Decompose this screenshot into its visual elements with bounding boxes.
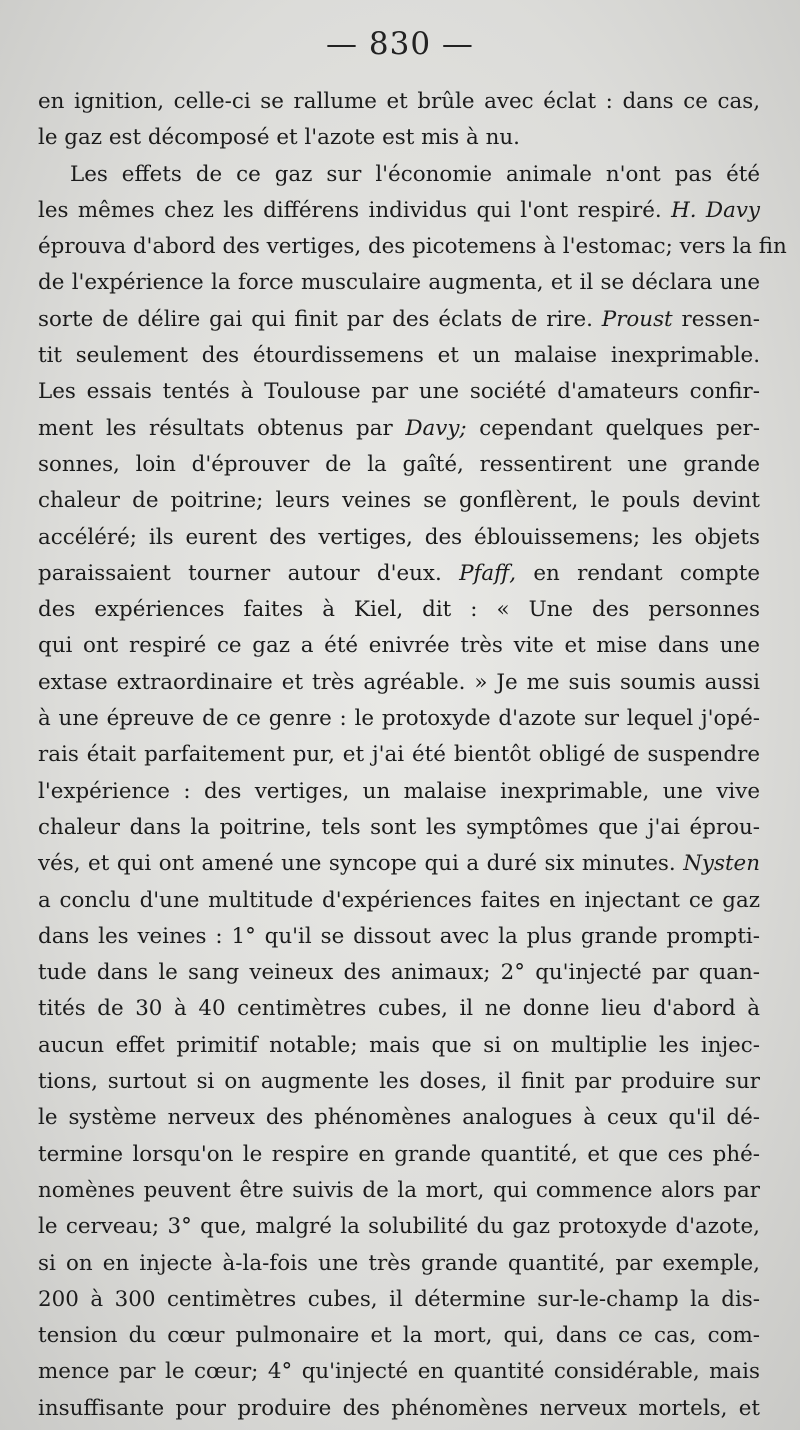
text-line — [38, 193, 760, 229]
text-segment: en rendant compte — [516, 560, 760, 586]
italic-name: H. Davy — [671, 197, 760, 223]
text-segment: accéléré; ils eurent des vertiges, des éblouissemens; les objets — [38, 524, 760, 550]
text-segment: aucun effet primitif notable; mais que si on multiplie les injec- — [38, 1032, 760, 1058]
text-line — [38, 483, 760, 519]
text-segment: paraissaient tourner autour d'eux. — [38, 560, 460, 586]
text-segment: rais était parfaitement pur, et j'ai été bientôt obligé de suspendre — [38, 742, 760, 768]
text-segment: cependant quelques per- — [466, 415, 760, 441]
text-segment: extase extraordinaire et très agréable. » Je me suis soumis aussi — [38, 669, 760, 695]
text-line — [38, 1354, 760, 1390]
text-segment: mence par le cœur; 4° qu'injecté en quantité considérable, mais — [38, 1359, 760, 1385]
text-line — [38, 411, 760, 447]
text-segment: tités de 30 à 40 centimètres cubes, il ne donne lieu d'abord à — [38, 996, 760, 1022]
text-line — [38, 737, 760, 773]
text-segment: de l'expérience la force musculaire augmenta, et il se déclara une — [38, 270, 760, 296]
text-segment: vés, et qui ont amené une syncope qui a duré six minutes. — [38, 851, 684, 877]
text-line — [38, 1391, 760, 1427]
text-segment: a conclu d'une multitude d'expériences faites en injectant ce gaz — [38, 887, 760, 913]
italic-name: Proust — [601, 306, 673, 332]
text-line — [38, 374, 760, 410]
text-line — [38, 628, 760, 664]
italic-name: Pfaff, — [459, 560, 517, 586]
text-line — [38, 1282, 760, 1318]
text-line — [38, 919, 760, 955]
text-segment: l'expérience : des vertiges, un malaise inexprimable, une vive — [38, 778, 760, 804]
text-segment: tension du cœur pulmonaire et la mort, qui, dans ce cas, com- — [38, 1323, 760, 1349]
italic-name: Davy; — [405, 415, 467, 441]
text-line — [38, 1028, 760, 1064]
page-number: — 830 — — [326, 26, 474, 62]
text-line — [38, 338, 760, 374]
text-line — [38, 1100, 760, 1136]
text-segment: tude dans le sang veineux des animaux; 2° qu'injecté par quan- — [38, 960, 760, 986]
text-line — [38, 1209, 760, 1245]
text-line — [38, 1246, 760, 1282]
text-segment: qui ont respiré ce gaz a été enivrée très vite et mise dans une — [38, 633, 760, 659]
text-line — [38, 1318, 760, 1354]
text-segment: insuffisante pour produire des phénomènes nerveux mortels, et — [38, 1395, 760, 1421]
text-segment: les mêmes chez les différens individus qui l'ont respiré. — [38, 197, 672, 223]
text-line — [38, 302, 760, 338]
text-segment: 200 à 300 centimètres cubes, il détermine sur-le-champ la dis- — [38, 1286, 760, 1312]
text-line — [38, 84, 760, 120]
text-segment: tit seulement des étourdissemens et un malaise inexprimable. — [38, 343, 760, 369]
text-line — [38, 810, 760, 846]
text-line — [38, 883, 760, 919]
text-line — [38, 665, 760, 701]
text-segment: à une épreuve de ce genre : le protoxyde d'azote sur lequel j'opé- — [38, 706, 760, 732]
text-segment: ment les résultats obtenus par — [38, 415, 406, 441]
text-segment: tions, surtout si on augmente les doses, il finit par produire sur — [38, 1069, 760, 1095]
text-segment: Les effets de ce gaz sur l'économie animale n'ont pas été — [70, 161, 760, 187]
text-line — [38, 265, 760, 301]
text-line — [38, 701, 760, 737]
text-segment: ressen- — [672, 306, 760, 332]
text-line — [38, 1173, 760, 1209]
text-segment: le cerveau; 3° que, malgré la solubilité du gaz protoxyde d'azote, — [38, 1214, 760, 1240]
text-line — [38, 157, 760, 193]
text-line — [38, 229, 787, 265]
text-line — [38, 955, 760, 991]
text-line — [38, 520, 760, 556]
text-line — [38, 774, 760, 810]
text-segment: éprouva d'abord des vertiges, des picotemens à l'estomac; vers la fin — [38, 234, 787, 260]
text-segment: en ignition, celle-ci se rallume et brûle avec éclat : dans ce cas, — [38, 89, 760, 114]
body-text — [38, 84, 787, 1427]
text-line — [38, 120, 760, 156]
text-segment: des expériences faites à Kiel, dit : « Une des personnes — [38, 597, 760, 623]
text-segment: si on en injecte à-la-fois une très grande quantité, par exemple, — [38, 1250, 760, 1276]
text-segment: sonnes, loin d'éprouver de la gaîté, ressentirent une grande — [38, 451, 760, 477]
text-line — [38, 447, 760, 483]
text-segment: termine lorsqu'on le respire en grande quantité, et que ces phé- — [38, 1141, 760, 1167]
text-segment: chaleur de poitrine; leurs veines se gonflèrent, le pouls devint — [38, 488, 760, 514]
text-line — [38, 991, 760, 1027]
text-segment: sorte de délire gai qui finit par des éclats de rire. — [38, 306, 602, 332]
text-segment: le gaz est décomposé et l'azote est mis à nu. — [38, 125, 520, 151]
text-line — [38, 1137, 760, 1173]
text-segment: chaleur dans la poitrine, tels sont les symptômes que j'ai éprou- — [38, 814, 760, 840]
text-segment: dans les veines : 1° qu'il se dissout avec la plus grande prompti- — [38, 923, 760, 949]
text-segment: Les essais tentés à Toulouse par une société d'amateurs confir- — [38, 379, 760, 405]
italic-name: Nysten — [683, 851, 760, 877]
text-segment: le système nerveux des phénomènes analogues à ceux qu'il dé- — [38, 1105, 760, 1131]
text-line — [38, 1064, 760, 1100]
text-line — [38, 592, 760, 628]
text-line — [38, 556, 760, 592]
text-line — [38, 846, 760, 882]
text-segment: nomènes peuvent être suivis de la mort, qui commence alors par — [38, 1177, 760, 1203]
